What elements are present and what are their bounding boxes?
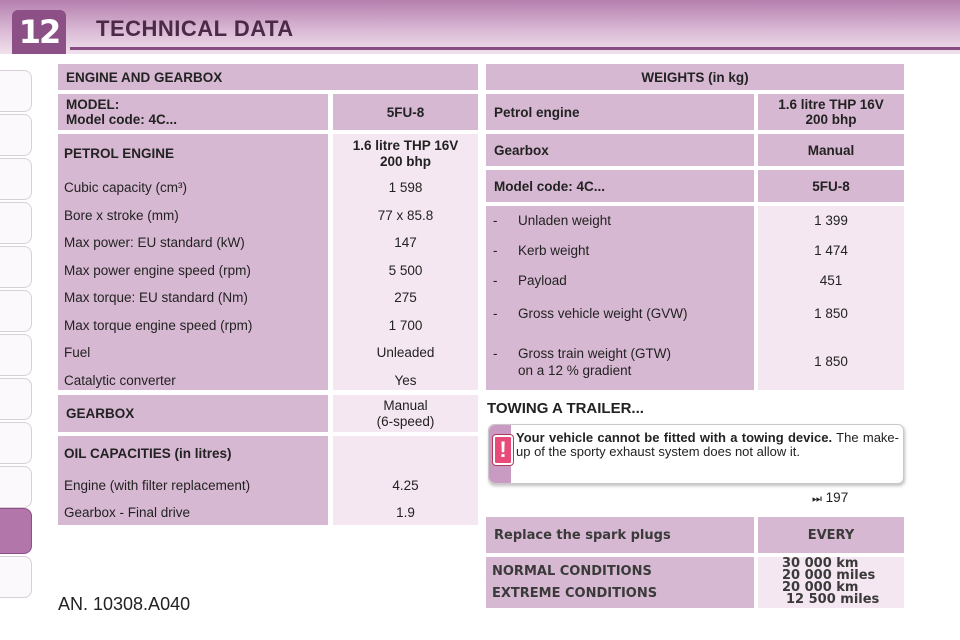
chapter-tab[interactable]	[0, 246, 32, 288]
towing-title: TOWING A TRAILER...	[487, 400, 644, 417]
chapter-tab[interactable]	[0, 114, 32, 156]
weight-value: 451	[819, 273, 843, 288]
gearbox-value-line1: Manual	[383, 398, 428, 413]
engine-spec-label: Max power engine speed (rpm)	[64, 263, 251, 278]
chapter-tab[interactable]	[0, 378, 32, 420]
engine-spec-value: Unleaded	[376, 345, 435, 360]
petrol-engine-value-line1: 1.6 litre THP 16V	[352, 138, 459, 153]
extreme-conditions-label: EXTREME CONDITIONS	[492, 586, 658, 601]
weight-value: 1 474	[814, 243, 848, 258]
weights-model-label: Model code: 4C...	[486, 170, 754, 202]
chapter-tab[interactable]	[0, 202, 32, 244]
weight-label: Kerb weight	[518, 243, 590, 258]
chapter-tab[interactable]	[0, 422, 32, 464]
engine-spec-label: Max power: EU standard (kW)	[64, 235, 245, 250]
chapter-badge: 12	[12, 10, 66, 54]
normal-interval-km: 30 000 km	[782, 556, 859, 571]
engine-spec-value: 275	[394, 290, 417, 305]
engine-labels-block	[58, 134, 328, 390]
model-label-line1: MODEL:	[66, 97, 120, 112]
weights-gearbox-label: Gearbox	[486, 134, 754, 166]
warning-text-bold: Your vehicle cannot be fitted with a towing device.	[516, 430, 833, 445]
engine-spec-value: 5 500	[388, 263, 423, 278]
weight-value: 1 850	[814, 354, 848, 369]
engine-spec-label: Fuel	[64, 345, 91, 360]
engine-spec-value: 147	[394, 235, 417, 250]
engine-spec-label: Max torque engine speed (rpm)	[64, 318, 253, 333]
weight-label: Unladen weight	[518, 213, 612, 228]
normal-conditions-label: NORMAL CONDITIONS	[492, 564, 652, 579]
model-label-line2: Model code: 4C...	[66, 112, 178, 127]
petrol-engine-label: PETROL ENGINE	[64, 146, 175, 161]
warning-text	[516, 431, 899, 459]
fast-forward-icon: ⏭	[812, 493, 822, 505]
weight-label-line2: on a 12 % gradient	[518, 363, 632, 378]
weight-label: Gross train weight (GTW)	[518, 346, 672, 361]
weights-petrol-value-line2: 200 bhp	[805, 112, 857, 127]
chapter-tabs	[0, 70, 34, 580]
oil-capacity-value: 1.9	[396, 505, 415, 520]
extreme-interval	[782, 582, 879, 606]
engine-spec-value: 1 700	[388, 318, 423, 333]
weights-gearbox-value: Manual	[758, 134, 904, 166]
page-reference[interactable]	[812, 490, 848, 506]
chapter-tab[interactable]	[0, 334, 32, 376]
normal-interval	[782, 558, 875, 582]
engine-section-title: ENGINE AND GEARBOX	[58, 64, 478, 90]
gearbox-value-line2: (6-speed)	[376, 414, 435, 429]
weights-model-value: 5FU-8	[758, 170, 904, 202]
engine-spec-value: 77 x 85.8	[377, 208, 434, 223]
engine-spec-label: Bore x stroke (mm)	[64, 208, 179, 223]
page-title: TECHNICAL DATA	[96, 16, 294, 41]
chapter-tab-active[interactable]	[0, 508, 32, 554]
engine-spec-label: Max torque: EU standard (Nm)	[64, 290, 248, 305]
oil-capacity-value: 4.25	[392, 478, 419, 493]
weight-dash: -	[493, 213, 498, 228]
engine-spec-value: Yes	[394, 373, 417, 388]
petrol-engine-value-line2: 200 bhp	[379, 154, 431, 169]
weight-dash: -	[493, 243, 498, 258]
weight-dash: -	[493, 273, 498, 288]
weight-label: Gross vehicle weight (GVW)	[518, 306, 688, 321]
warning-icon: !	[493, 435, 513, 465]
weights-petrol-label: Petrol engine	[486, 94, 754, 130]
engine-spec-label: Cubic capacity (cm³)	[64, 180, 188, 195]
engine-spec-label: Catalytic converter	[64, 373, 176, 388]
chapter-tab[interactable]	[0, 466, 32, 508]
chapter-tab[interactable]	[0, 290, 32, 332]
weights-petrol-value	[758, 94, 904, 130]
extreme-interval-miles: 12 500 miles	[786, 592, 880, 607]
oil-capacity-label: Gearbox - Final drive	[64, 505, 191, 520]
chapter-tab[interactable]	[0, 556, 32, 598]
page-reference-number: 197	[825, 490, 849, 505]
petrol-engine-value	[333, 138, 478, 170]
weight-value: 1 399	[814, 213, 848, 228]
warning-text-rest: The make-up of the sporty exhaust system does not allow it.	[516, 430, 899, 459]
weight-value: 1 850	[814, 306, 848, 321]
chapter-tab[interactable]	[0, 158, 32, 200]
weights-section-title: WEIGHTS (in kg)	[486, 64, 904, 90]
weight-label: Payload	[518, 273, 567, 288]
weight-dash: -	[493, 346, 498, 361]
header-divider	[70, 47, 960, 50]
spark-every-label: EVERY	[758, 517, 904, 553]
model-label	[58, 94, 328, 130]
gearbox-label: GEARBOX	[58, 395, 328, 432]
spark-plug-label: Replace the spark plugs	[486, 517, 754, 553]
model-value: 5FU-8	[333, 94, 478, 130]
chapter-tab[interactable]	[0, 70, 32, 112]
document-code: AN. 10308.A040	[58, 594, 191, 614]
extreme-interval-km: 20 000 km	[782, 580, 859, 595]
weights-petrol-value-line1: 1.6 litre THP 16V	[778, 97, 884, 112]
engine-spec-value: 1 598	[388, 180, 423, 195]
normal-interval-miles: 20 000 miles	[782, 568, 876, 583]
weight-dash: -	[493, 306, 498, 321]
oil-capacities-label: OIL CAPACITIES (in litres)	[64, 446, 232, 461]
gearbox-value	[333, 395, 478, 432]
oil-capacity-label: Engine (with filter replacement)	[64, 478, 251, 493]
towing-warning-box	[488, 424, 904, 484]
